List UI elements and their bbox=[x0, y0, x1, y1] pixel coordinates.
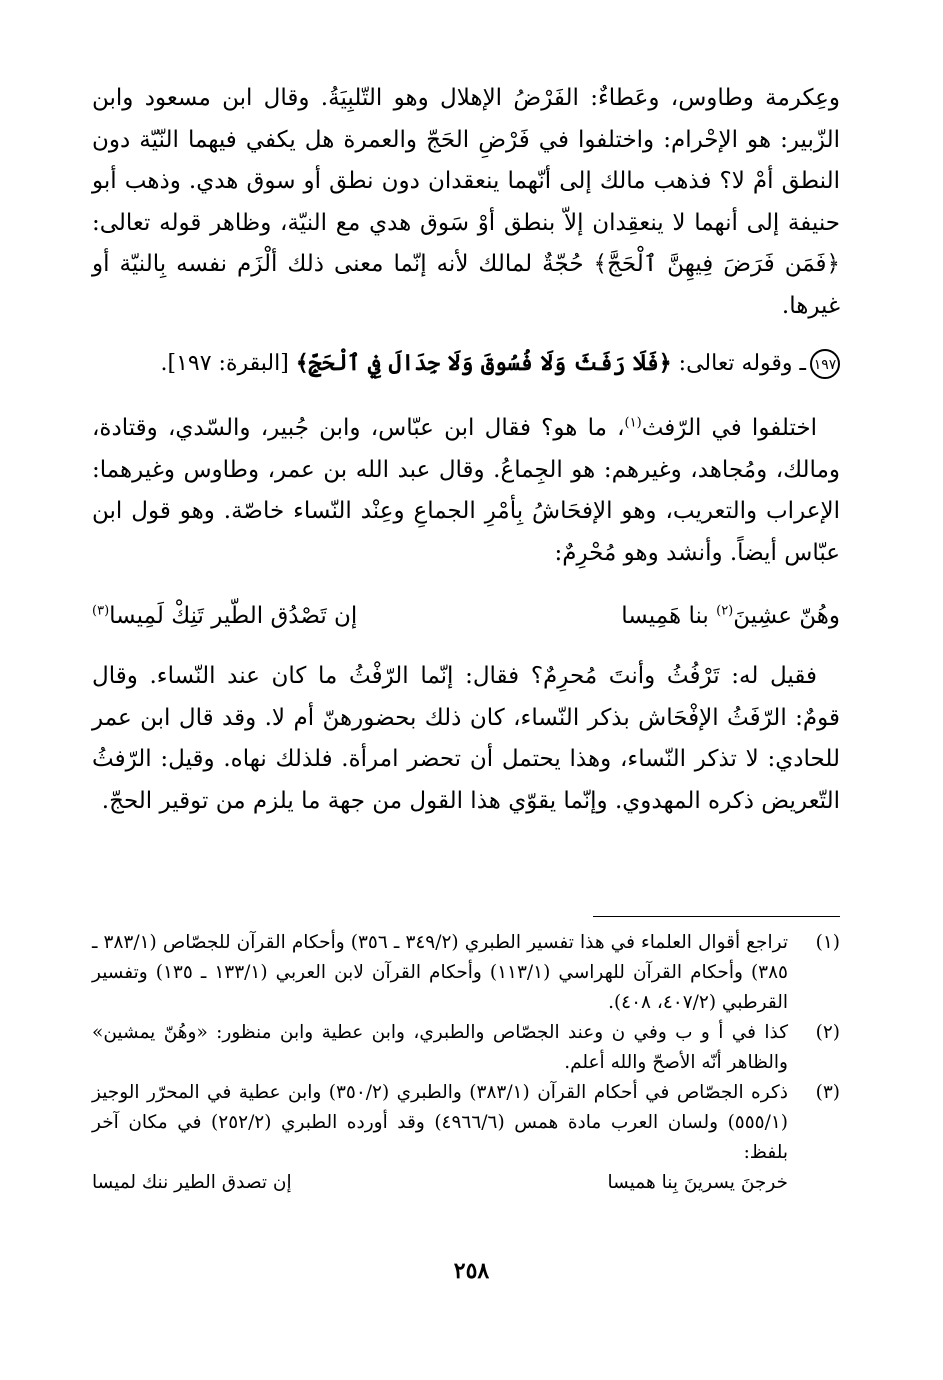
footnotes bbox=[92, 928, 840, 1198]
verse-prefix: ـ وقوله تعالى: bbox=[671, 351, 806, 376]
verse-reference: [البقرة: ١٩٧]. bbox=[160, 351, 296, 376]
paragraph-2 bbox=[92, 408, 840, 574]
poem-right-end: بنا هَمِيسا bbox=[621, 603, 717, 629]
footnote-poem-left: إن تصدق الطير ننك لميسا bbox=[92, 1172, 292, 1193]
footnote-number: (١) bbox=[815, 932, 840, 953]
footnote-1 bbox=[92, 928, 840, 1018]
paragraph-3 bbox=[92, 656, 840, 822]
footnote-ref-1[interactable]: (١) bbox=[624, 415, 642, 431]
main-text bbox=[92, 78, 840, 822]
paragraph-2-start: اختلفوا في الرّفث bbox=[641, 415, 817, 441]
poem-right-start: وهُنّ عشِينَ bbox=[733, 603, 840, 629]
poem-verse bbox=[92, 596, 840, 636]
footnote-divider bbox=[593, 916, 840, 917]
footnote-text: تراجع أقوال العلماء في هذا تفسير الطبري (٣٤٩/٢ ـ ٣٥٦) وأحكام القرآن للجصّاص (٣٨٣/١ ـ ٣٨٥) وأحكام القرآن للهراسي (١١٣/١) وأحكام القرآن لابن العربي (١٣٣/١ ـ ١٣٥) وتفسير القرطبي (٤٠٧/٢، ٤٠٨). bbox=[92, 932, 788, 1013]
paragraph-3-text: فقيل له: تَرْفُثُ وأنتَ مُحرِمٌ؟ فقال: إنّما الرّفْثُ ما كان عند النّساء. وقال قومٌ: الرّفَثُ الإفْحَاش بذكر النّساء، كان ذلك بحضورهنّ أم لا. وقد قال ابن عمر للحادي: لا تذكر النّساء، وهذا يحتمل أن تحضر امرأة. فلذلك نهاه. وقيل: الرّفثُ التّعريض ذكره المهدوي. وإنّما يقوّي هذا القول من جهة ما يلزم من توقير الحجّ. bbox=[92, 663, 840, 814]
footnote-number: (٣) bbox=[815, 1082, 840, 1103]
paragraph-1: وعِكرمة وطاوس، وعَطاءٌ: الفَرْضُ الإهلال وهو التّلبِيَةُ. وقال ابن مسعود وابن الزّبير: هو الإحْرام: واختلفوا في فَرْضِ الحَجّ والعمرة هل يكفي فيهما النّيّة دون النطق أمْ لا؟ فذهب مالك إلى أنّهما ينعقدان دون نطق أو سوق هدي. وذهب أبو حنيفة إلى أنهما لا ينعقِدان إلاّ بنطق أوْ سَوق هدي مع النيّة، وظاهر قوله تعالى: ﴿فَمَن فَرَضَ فِيهِنَّ ٱلْحَجَّ﴾ حُجّةٌ لمالك لأنه إنّما معنى ذلك ألْزَم نفسه بِالنيّة أو غيرها. bbox=[92, 85, 840, 319]
footnote-poem-right: خرجنَ يسرينَ بِنا هميسا bbox=[607, 1172, 788, 1193]
footnote-text: ذكره الجصّاص في أحكام القرآن (٣٨٣/١) والطبري (٣٥٠/٢) وابن عطية في المحرّر الوجيز (٥٥٥/١) ولسان العرب مادة همس (٤٩٦٦/٦) وقد أورده الطبري (٢٥٢/٢) في مكان آخر بلفظ: bbox=[92, 1082, 789, 1163]
verse-line bbox=[92, 345, 840, 382]
verse-text: ﴿فَلَا رَفَثَ وَلَا فُسُوقَ وَلَا جِدَالَ فِي ٱلْحَجِّ﴾ bbox=[295, 350, 672, 376]
poem-hemistich-right bbox=[621, 596, 840, 636]
footnote-text: كذا في أ و ب وفي ن وعند الجصّاص والطبري، وابن عطية وابن منظور: «وهُنّ يمشين» والظاهر أنّه الأصحّ والله أعلم. bbox=[92, 1022, 788, 1073]
footnote-ref-2[interactable]: (٢) bbox=[716, 603, 734, 619]
ayah-number-badge: ١٩٧ bbox=[810, 349, 840, 379]
footnote-number: (٢) bbox=[815, 1022, 840, 1043]
page-number: ٢٥٨ bbox=[453, 1258, 490, 1284]
footnote-ref-3[interactable]: (٣) bbox=[92, 603, 110, 619]
footnote-poem bbox=[92, 1168, 788, 1198]
poem-left-text: إن تَصْدُق الطّير تَنِكْ لَمِيسا bbox=[109, 603, 358, 629]
poem-hemistich-left bbox=[92, 596, 357, 636]
footnote-2 bbox=[92, 1018, 840, 1078]
footnote-3 bbox=[92, 1078, 840, 1168]
paragraph-2-rest: ، ما هو؟ فقال ابن عبّاس، وابن جُبير، والسّدي، وقتادة، ومالك، ومُجاهد، وغيرهم: هو الجِماعُ. وقال عبد الله بن عمر، وطاوس وغيرهما: الإعراب والتعريب، وهو الإفحَاشُ بِأمْرِ الجماعِ وعِنْد النّساء خاصّة. وهو قول ابن عبّاس أيضاً. وأنشد وهو مُحْرِمٌ: bbox=[92, 415, 840, 566]
